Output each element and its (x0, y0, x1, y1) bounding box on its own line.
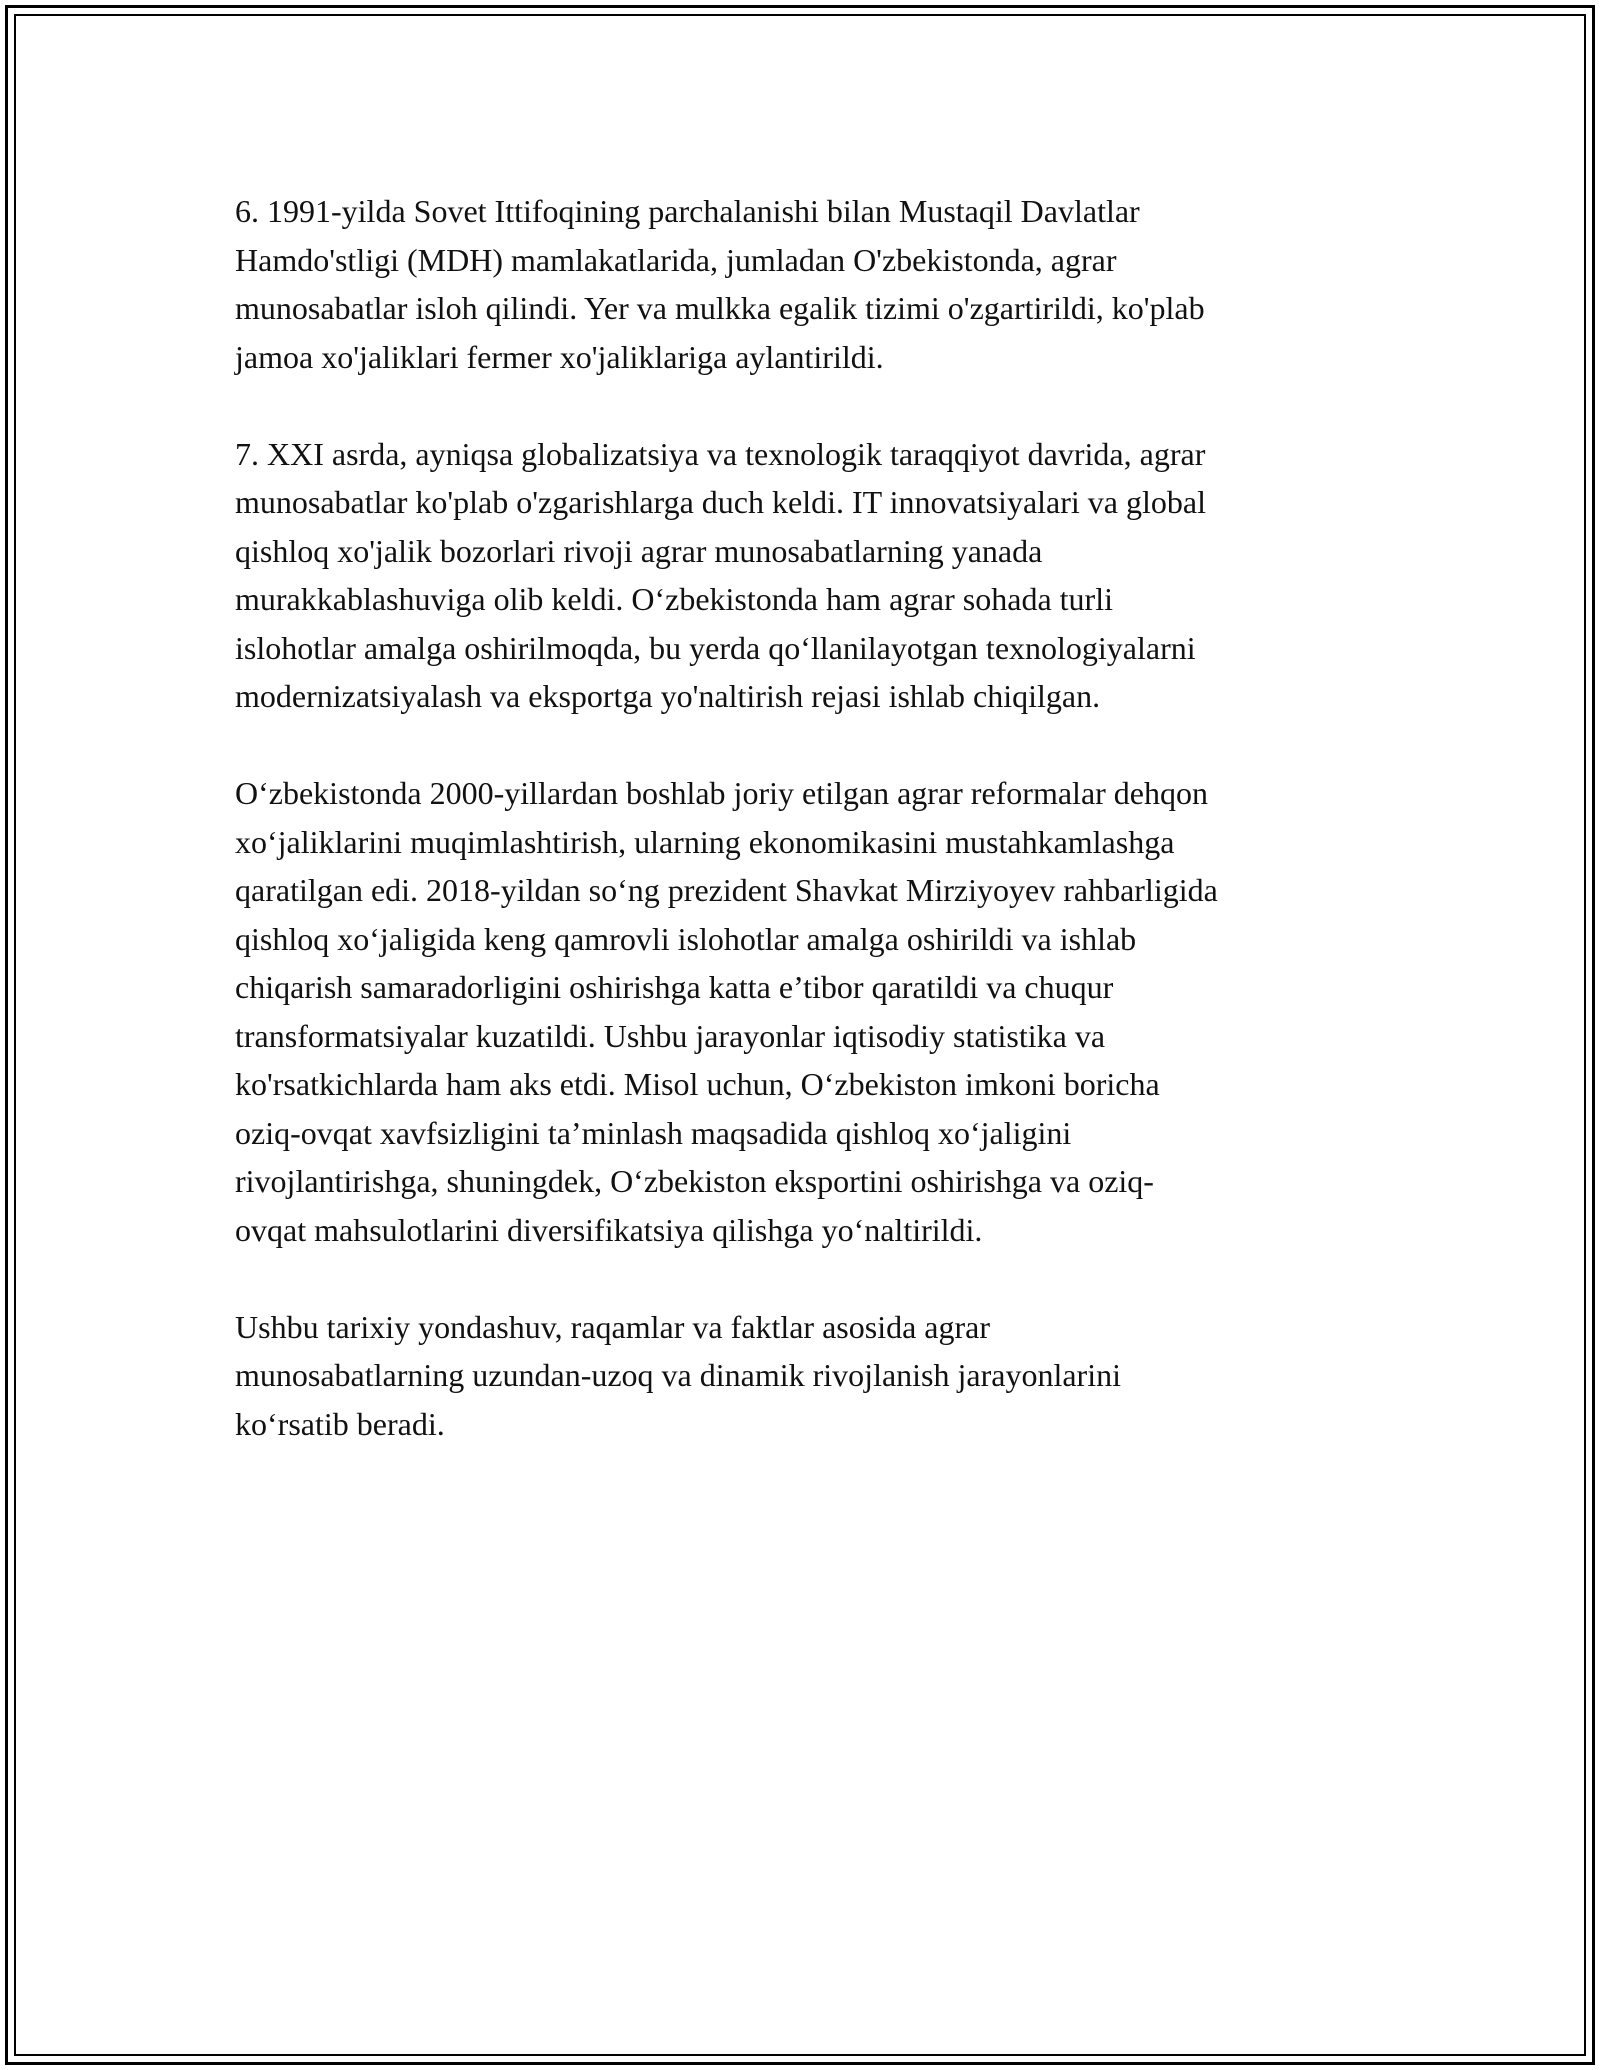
document-body (235, 187, 1385, 1497)
paragraph-conclusion: Ushbu tarixiy yondashuv, raqamlar va faktlar asosida agrar munosabatlarning uzundan-uzoq va dinamik rivojlanish jarayonlarini ko‘rsatib beradi. (235, 1308, 1121, 1442)
paragraph-reforms-2000s: O‘zbekistonda 2000-yillardan boshlab joriy etilgan agrar reformalar dehqon xo‘jaliklarini muqimlashtirish, ularning ekonomikasini mustahkamlashga qaratilgan edi. 2018-yildan so‘ng prezident Shavkat Mirziyoyev rahbarligida qishloq xo‘jaligida keng qamrovli islohotlar amalga oshirildi va ishlab chiqarish samaradorligini oshirishga katta e’tibor qaratildi va chuqur transformatsiyalar kuzatildi. Ushbu jarayonlar iqtisodiy statistika va ko'rsatkichlarda ham aks etdi. Misol uchun, O‘zbekiston imkoni boricha oziq-ovqat xavfsizligini ta’minlash maqsadida qishloq xo‘jaligini rivojlantirishga, shuningdek, O‘zbekiston eksportini oshirishga va oziq- ovqat mahsulotlarini diversifikatsiya qilishga yo‘naltirildi. (235, 775, 1218, 1248)
paragraph-section-7: 7. XXI asrda, ayniqsa globalizatsiya va texnologik taraqqiyot davrida, agrar munosabatlar ko'plab o'zgarishlarga duch keldi. IT innovatsiyalari va global qishloq xo'jalik bozorlari rivoji agrar munosabatlarning yanada murakkablashuviga olib keldi. O‘zbekistonda ham agrar sohada turli islohotlar amalga oshirilmoqda, bu yerda qo‘llanilayotgan texnologiyalarni modernizatsiyalash va eksportga yo'naltirish rejasi ishlab chiqilgan. (235, 435, 1206, 714)
paragraph-section-6: 6. 1991-yilda Sovet Ittifoqining parchalanishi bilan Mustaqil Davlatlar Hamdo'stligi (MDH) mamlakatlarida, jumladan O'zbekistonda, agrar munosabatlar isloh qilindi. Yer va mulkka egalik tizimi o'zgartirildi, ko'plab jamoa xo'jaliklari fermer xo'jaliklariga aylantirildi. (235, 193, 1205, 375)
